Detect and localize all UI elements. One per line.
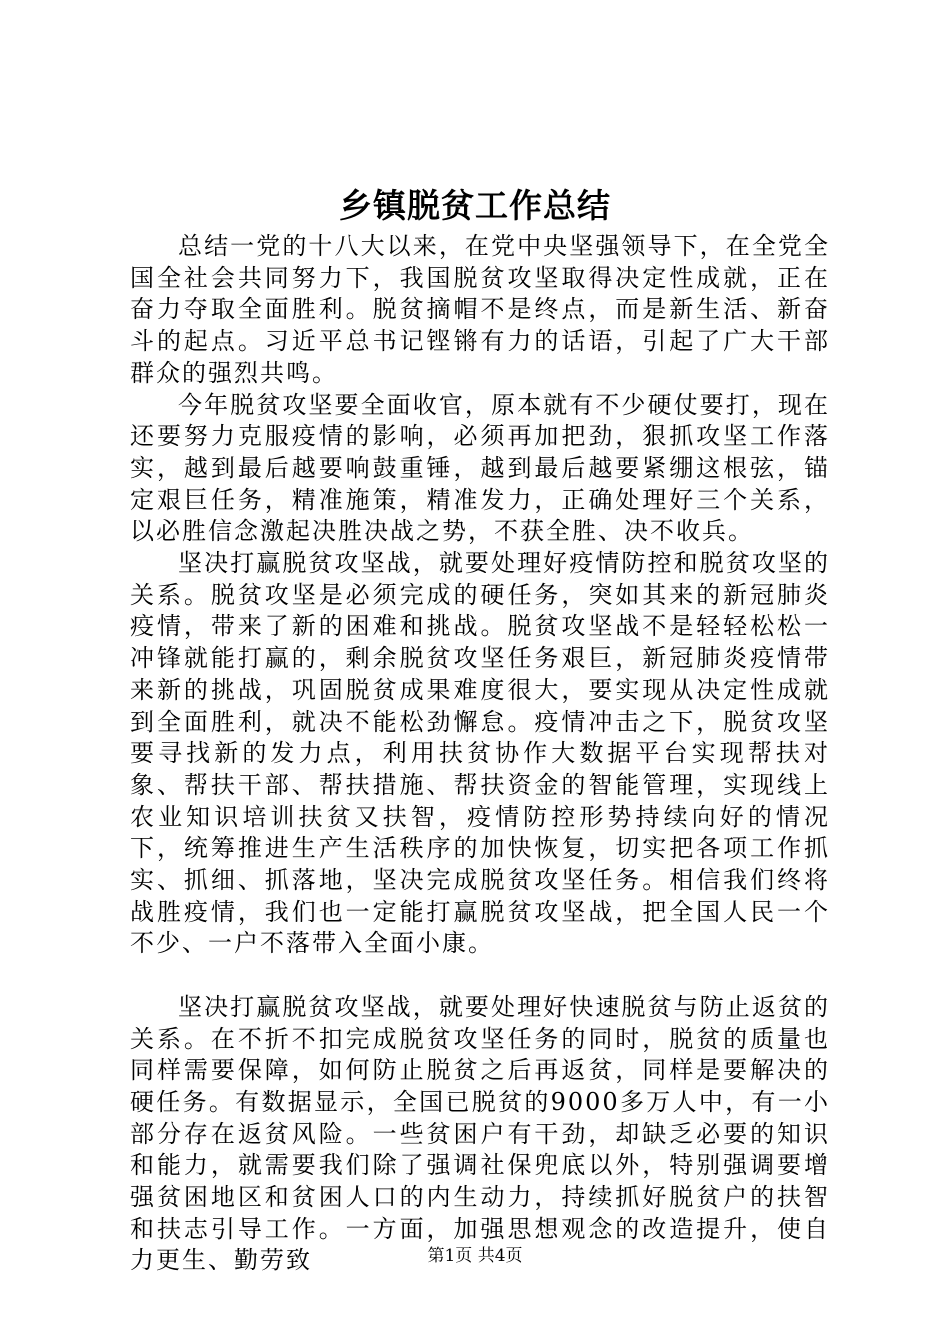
paragraph-1: 总结一党的十八大以来，在党中央坚强领导下，在全党全国全社会共同努力下，我国脱贫攻坚取得决定性成就，正在奋力夺取全面胜利。脱贫摘帽不是终点，而是新生活、新奋斗的起点。习近平总书记铿锵有力的话语，引起了广大干部群众的强烈共鸣。 <box>130 232 830 387</box>
paragraph-3: 坚决打赢脱贫攻坚战，就要处理好疫情防控和脱贫攻坚的关系。脱贫攻坚是必须完成的硬任务，突如其来的新冠肺炎疫情，带来了新的困难和挑战。脱贫攻坚战不是轻轻松松一冲锋就能打赢的，剩余脱贫攻坚任务艰巨，新冠肺炎疫情带来新的挑战，巩固脱贫成果难度很大，要实现从决定性成就到全面胜利，就决不能松劲懈怠。疫情冲击之下，脱贫攻坚要寻找新的发力点，利用扶贫协作大数据平台实现帮扶对象、帮扶干部、帮扶措施、帮扶资金的智能管理，实现线上农业知识培训扶贫又扶智，疫情防控形势持续向好的情况下，统筹推进生产生活秩序的加快恢复，切实把各项工作抓实、抓细、抓落地，坚决完成脱贫攻坚任务。相信我们终将战胜疫情，我们也一定能打赢脱贫攻坚战，把全国人民一个不少、一户不落带入全面小康。 <box>130 549 830 958</box>
page-number-footer: 第1页 共4页 <box>427 1246 523 1266</box>
document-title: 乡镇脱贫工作总结 <box>339 186 611 225</box>
document-body <box>130 231 830 1277</box>
paragraph-2: 今年脱贫攻坚要全面收官，原本就有不少硬仗要打，现在还要努力克服疫情的影响，必须再加把劲，狠抓攻坚工作落实，越到最后越要响鼓重锤，越到最后越要紧绷这根弦，锚定艰巨任务，精准施策，精准发力，正确处理好三个关系，以必胜信念激起决胜决战之势，不获全胜、决不收兵。 <box>130 390 830 546</box>
paragraph-4: 坚决打赢脱贫攻坚战，就要处理好快速脱贫与防止返贫的关系。在不折不扣完成脱贫攻坚任务的同时，脱贫的质量也同样需要保障，如何防止脱贫之后再返贫，同样是要解决的硬任务。有数据显示，全国已脱贫的9000多万人中，有一小部分存在返贫风险。一些贫困户有干劲，却缺乏必要的知识和能力，就需要我们除了强调社保兜底以外，特别强调要增强贫困地区和贫困人口的内生动力，持续抓好脱贫户的扶智和扶志引导工作。一方面，加强思想观念的改造提升，使自力更生、勤劳致 <box>130 992 830 1275</box>
